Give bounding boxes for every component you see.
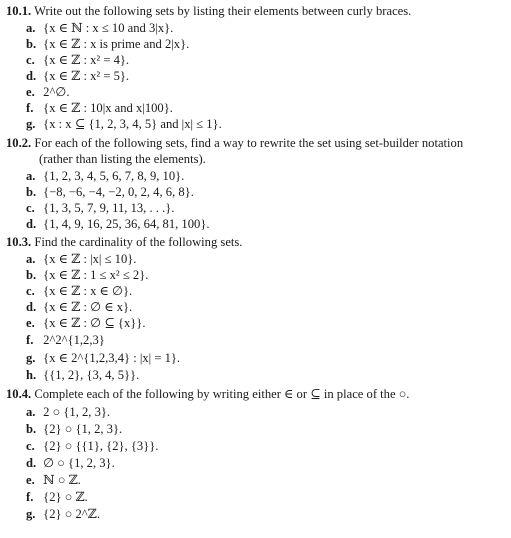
item-label: b. <box>26 185 37 199</box>
item-10-2-c <box>26 201 174 215</box>
item-text: 2 ○ {1, 2, 3}. <box>43 405 111 419</box>
item-10-1-d <box>26 69 129 83</box>
item-10-1-b <box>26 37 189 51</box>
problem-10-1-heading <box>6 4 411 18</box>
item-text: {x ∈ ℤ : ∅ ∈ x}. <box>43 300 133 314</box>
item-10-3-d <box>26 300 132 314</box>
item-label: e. <box>26 85 35 99</box>
item-label: e. <box>26 316 35 330</box>
item-10-3-f <box>26 333 105 347</box>
item-10-3-g <box>26 351 180 365</box>
item-10-3-h <box>26 368 139 382</box>
item-10-1-c <box>26 53 129 67</box>
item-10-1-a <box>26 21 173 35</box>
item-label: f. <box>26 490 34 504</box>
item-text: 2^2^{1,2,3} <box>43 333 105 347</box>
item-text: ℕ ○ ℤ. <box>43 473 81 487</box>
item-label: a. <box>26 405 36 419</box>
item-10-2-d <box>26 217 210 231</box>
item-10-4-g <box>26 507 100 521</box>
item-text: {2} ○ 2^ℤ. <box>43 507 100 521</box>
item-10-4-f <box>26 490 88 504</box>
item-10-1-e <box>26 85 69 99</box>
item-label: a. <box>26 21 36 35</box>
item-label: h. <box>26 368 37 382</box>
problem-10-4-heading <box>6 387 409 401</box>
item-text: {2} ○ {{1}, {2}, {3}}. <box>43 439 159 453</box>
item-label: f. <box>26 333 34 347</box>
item-text: {1, 2, 3, 4, 5, 6, 7, 8, 9, 10}. <box>43 169 185 183</box>
item-10-4-d <box>26 456 115 470</box>
item-label: a. <box>26 169 36 183</box>
item-label: a. <box>26 252 36 266</box>
item-10-3-e <box>26 316 146 330</box>
item-10-3-a <box>26 252 136 266</box>
problem-number: 10.2. <box>6 136 32 150</box>
item-text: {x ∈ ℤ : ∅ ⊆ {x}}. <box>43 316 146 330</box>
item-label: b. <box>26 37 37 51</box>
item-text: {{1, 2}, {3, 4, 5}}. <box>43 368 140 382</box>
item-10-2-b <box>26 185 194 199</box>
item-text: {x ∈ ℕ : x ≤ 10 and 3|x}. <box>43 21 174 35</box>
item-10-2-a <box>26 169 184 183</box>
item-text: {x ∈ ℤ : 1 ≤ x² ≤ 2}. <box>43 268 149 282</box>
item-10-4-c <box>26 439 158 453</box>
item-label: g. <box>26 507 36 521</box>
item-label: f. <box>26 101 34 115</box>
item-10-3-b <box>26 268 148 282</box>
item-text: {x ∈ ℤ : 10|x and x|100}. <box>43 101 173 115</box>
problem-text: Find the cardinality of the following sets. <box>34 235 243 249</box>
item-text: {−8, −6, −4, −2, 0, 2, 4, 6, 8}. <box>43 185 194 199</box>
item-text: {2} ○ {1, 2, 3}. <box>43 422 123 436</box>
item-text: {x ∈ ℤ : x² = 4}. <box>43 53 130 67</box>
problem-text: Write out the following sets by listing their elements between curly braces. <box>34 4 412 18</box>
item-text: 2^∅. <box>43 85 70 99</box>
item-label: c. <box>26 201 35 215</box>
item-label: c. <box>26 284 35 298</box>
item-label: e. <box>26 473 35 487</box>
problem-text-continued: (rather than listing the elements). <box>39 152 206 166</box>
problem-text: Complete each of the following by writing either ∈ or ⊆ in place of the ○. <box>34 387 410 401</box>
item-10-4-e <box>26 473 81 487</box>
problem-number: 10.1. <box>6 4 32 18</box>
item-10-4-b <box>26 422 122 436</box>
item-label: b. <box>26 268 37 282</box>
item-label: g. <box>26 117 36 131</box>
problem-10-3-heading <box>6 235 242 249</box>
problem-number: 10.4. <box>6 387 32 401</box>
item-label: c. <box>26 53 35 67</box>
problem-number: 10.3. <box>6 235 32 249</box>
item-text: {x ∈ ℤ : x is prime and 2|x}. <box>43 37 190 51</box>
item-10-1-f <box>26 101 173 115</box>
item-text: {2} ○ ℤ. <box>43 490 88 504</box>
item-label: d. <box>26 300 37 314</box>
item-label: c. <box>26 439 35 453</box>
item-label: g. <box>26 351 36 365</box>
item-text: {x ∈ ℤ : x ∈ ∅}. <box>43 284 133 298</box>
item-text: ∅ ○ {1, 2, 3}. <box>43 456 115 470</box>
problem-10-2-heading-cont <box>39 152 206 166</box>
item-text: {x : x ⊆ {1, 2, 3, 4, 5} and |x| ≤ 1}. <box>43 117 222 131</box>
item-label: d. <box>26 217 37 231</box>
item-10-3-c <box>26 284 132 298</box>
item-label: b. <box>26 422 37 436</box>
item-text: {1, 3, 5, 7, 9, 11, 13, . . .}. <box>43 201 175 215</box>
item-label: d. <box>26 456 37 470</box>
problem-text: For each of the following sets, find a way to rewrite the set using set-builder notation <box>34 136 464 150</box>
item-text: {x ∈ ℤ : x² = 5}. <box>43 69 130 83</box>
item-text: {x ∈ 2^{1,2,3,4} : |x| = 1}. <box>43 351 181 365</box>
item-label: d. <box>26 69 37 83</box>
item-10-1-g <box>26 117 222 131</box>
item-10-4-a <box>26 405 110 419</box>
problem-10-2-heading <box>6 136 463 150</box>
item-text: {x ∈ ℤ : |x| ≤ 10}. <box>43 252 137 266</box>
item-text: {1, 4, 9, 16, 25, 36, 64, 81, 100}. <box>43 217 210 231</box>
